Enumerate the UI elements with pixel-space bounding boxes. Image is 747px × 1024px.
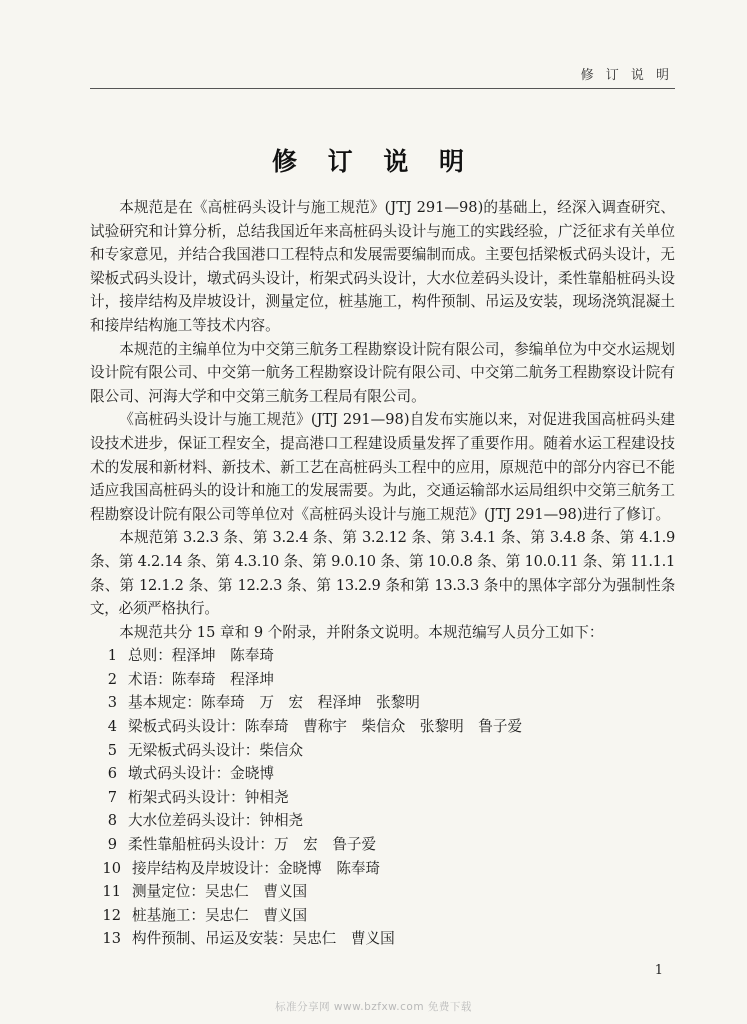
watermark: 标准分享网 www.bzfxw.com 免费下载 — [275, 1001, 472, 1013]
item-number: 10 — [102, 859, 121, 877]
header-rule — [90, 88, 675, 89]
item-number: 12 — [102, 906, 121, 924]
item-text: 总则：程泽坤 陈奉琦 — [128, 647, 274, 665]
item-text: 术语：陈奉琦 程泽坤 — [128, 670, 274, 688]
item-number: 11 — [102, 883, 121, 901]
item-text: 桩基施工：吴忠仁 曹义国 — [132, 906, 308, 924]
list-item — [90, 809, 675, 833]
item-text: 无梁板式码头设计：柴信众 — [128, 741, 304, 759]
item-number: 1 — [107, 647, 117, 665]
item-number: 2 — [107, 670, 117, 688]
list-item — [90, 904, 675, 928]
item-number: 6 — [107, 765, 117, 783]
paragraph-intro: 本规范是在《高桩码头设计与施工规范》(JTJ 291—98)的基础上，经深入调查研究、试验研究和计算分析，总结我国近年来高桩码头设计与施工的实践经验，广泛征求有关单位和专家意见，并结合我国港口工程特点和发展需要编制而成。主要包括梁板式码头设计，无梁板式码头设计，墩式码头设计，桁架式码头设计，大水位差码头设计，柔性靠船桩码头设计，接岸结构及岸坡设计，测量定位，桩基施工，构件预制、吊运及安装，现场浇筑混凝土和接岸结构施工等技术内容。 — [90, 199, 675, 334]
list-item — [90, 644, 675, 668]
item-text: 梁板式码头设计：陈奉琦 曹称宇 柴信众 张黎明 鲁子爱 — [128, 718, 523, 736]
item-number: 9 — [107, 836, 117, 854]
item-text: 墩式码头设计：金晓博 — [128, 765, 274, 783]
item-text: 构件预制、吊运及安装：吴忠仁 曹义国 — [132, 930, 395, 948]
item-number: 5 — [107, 741, 117, 759]
item-number: 3 — [107, 694, 117, 712]
item-text: 桁架式码头设计：钟相尧 — [128, 788, 289, 806]
paragraph-editors: 本规范的主编单位为中交第三航务工程勘察设计院有限公司，参编单位为中交水运规划设计院有限公司、中交第一航务工程勘察设计院有限公司、中交第二航务工程勘察设计院有限公司、河海大学和中交第三航务工程局有限公司。 — [90, 340, 675, 405]
item-text: 接岸结构及岸坡设计：金晓博 陈奉琦 — [132, 859, 381, 877]
item-number: 4 — [107, 718, 117, 736]
list-item — [90, 762, 675, 786]
paragraph-structure: 本规范共分 15 章和 9 个附录，并附条文说明。本规范编写人员分工如下： — [119, 623, 604, 641]
list-item — [90, 786, 675, 810]
page-number: 1 — [654, 963, 663, 978]
list-item — [90, 715, 675, 739]
author-list — [90, 644, 675, 951]
list-item — [90, 739, 675, 763]
item-text: 基本规定：陈奉琦 万 宏 程泽坤 张黎明 — [128, 694, 420, 712]
paragraph-history: 《高桩码头设计与施工规范》(JTJ 291—98)自发布实施以来，对促进我国高桩码头建设技术进步，保证工程安全，提高港口工程建设质量发挥了重要作用。随着水运工程建设技术的发展和新材料、新技术、新工艺在高桩码头工程中的应用，原规范中的部分内容已不能适应我国高桩码头的设计和施工的发展需要。为此，交通运输部水运局组织中交第三航务工程勘察设计院有限公司等单位对《高桩码头设计与施工规范》(JTJ 291—98)进行了修订。 — [90, 411, 675, 523]
paragraph-mandatory: 本规范第 3.2.3 条、第 3.2.4 条、第 3.2.12 条、第 3.4.1 条、第 3.4.8 条、第 4.1.9 条、第 4.2.14 条、第 4.3.10 条、第 9.0.10 条、第 10.0.8 条、第 10.0.11 条、第 11.1.1 条、第 12.1.2 条、第 12.2.3 条、第 13.2.9 条和第 13.3.3 条中的黑体字部分为强制性条文，必须严格执行。 — [90, 529, 675, 618]
list-item — [90, 833, 675, 857]
list-item — [90, 668, 675, 692]
item-number: 7 — [107, 788, 117, 806]
item-text: 柔性靠船桩码头设计：万 宏 鲁子爱 — [128, 836, 377, 854]
body-text — [90, 196, 675, 951]
list-item — [90, 880, 675, 904]
running-header: 修 订 说 明 — [580, 68, 673, 83]
page-title: 修 订 说 明 — [271, 147, 476, 176]
item-text: 测量定位：吴忠仁 曹义国 — [132, 883, 308, 901]
item-text: 大水位差码头设计：钟相尧 — [128, 812, 304, 830]
list-item — [90, 927, 675, 951]
item-number: 8 — [107, 812, 117, 830]
list-item — [90, 857, 675, 881]
item-number: 13 — [102, 930, 121, 948]
list-item — [90, 691, 675, 715]
